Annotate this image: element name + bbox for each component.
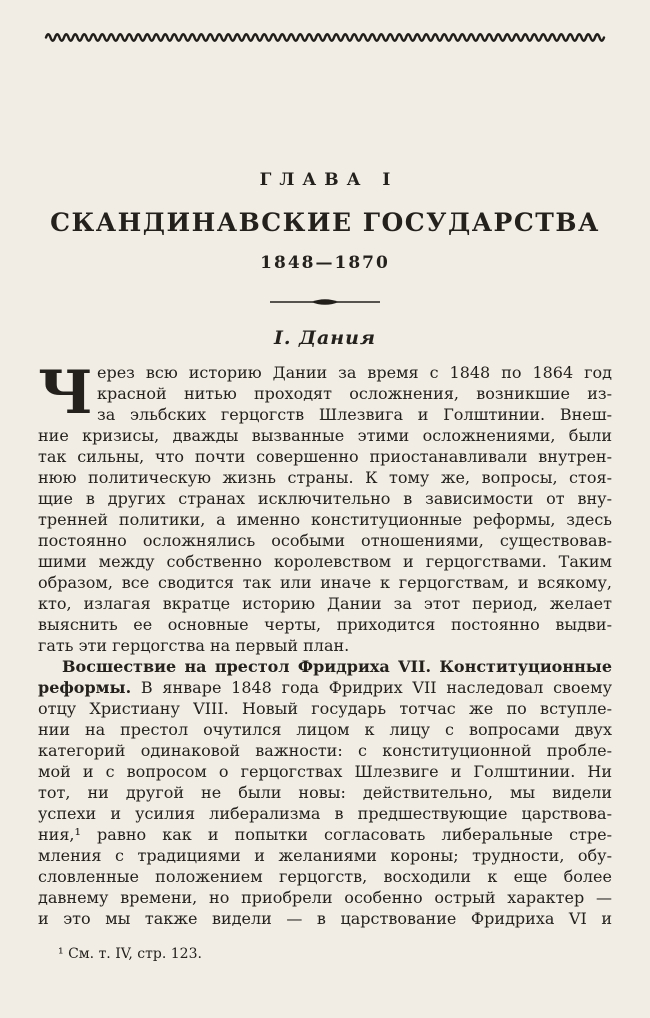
text-line: ние кризисы, дважды вызванные этими осложнениями, были — [38, 426, 612, 445]
text-line: кто, излагая вкратце историю Дании за этот период, желает — [38, 594, 612, 613]
text-line: категорий одинаковой важности: с конституционной пробле- — [38, 741, 612, 760]
text-line: и это мы также видели — в царствование Фридриха VI и — [38, 909, 612, 928]
section-heading: I. Дания — [273, 327, 377, 349]
body-text — [38, 358, 612, 929]
text-line: постоянно осложнялись особыми отношениями, существовав- — [38, 531, 612, 550]
text-line: ерез всю историю Дании за время с 1848 по 1864 год — [97, 363, 612, 382]
paragraph-2 — [38, 656, 612, 929]
footnote: ¹ См. т. IV, стр. 123. — [58, 946, 202, 962]
text-line: нюю политическую жизнь страны. К тому же, вопросы, стоя- — [38, 468, 612, 487]
text-line: щие в других странах исключительно в зависимости от вну- — [38, 489, 612, 508]
squiggle-border-icon — [44, 30, 606, 45]
text-line: за эльбских герцогств Шлезвига и Голштинии. Внеш- — [97, 405, 612, 424]
top-ornament — [38, 30, 612, 46]
text-line: нии на престол очутился лицом к лицу с вопросами двух — [38, 720, 612, 739]
text-line: отцу Христиану VIII. Новый государь тотчас же по вступле- — [38, 699, 612, 718]
text-line: словленные положением герцогств, восходили к еще более — [38, 867, 612, 886]
text-line: красной нитью проходят осложнения, возникшие из- — [97, 384, 612, 403]
dropcap-letter: Ч — [38, 358, 93, 428]
divider-lens-icon — [270, 296, 380, 308]
text-line: Восшествие на престол Фридриха VII. Конституционные — [62, 657, 612, 676]
text-line: мой и с вопросом о герцогствах Шлезвиге и Голштинии. Ни — [38, 762, 612, 781]
text-line: ния,¹ равно как и попытки согласовать либеральные стре- — [38, 825, 612, 844]
text-line: реформы. В январе 1848 года Фридрих VII наследовал своему — [38, 678, 612, 697]
chapter-years: 1848—1870 — [260, 253, 390, 273]
text-line: тренней политики, а именно конституционные реформы, здесь — [38, 510, 612, 529]
text-line: выяснить ее основные черты, приходится постоянно выдви- — [38, 615, 612, 634]
text-line: давнему времени, но приобрели особенно острый характер — — [38, 888, 612, 907]
text-line: шими между собственно королевством и герцогствами. Таким — [38, 552, 612, 571]
text-line: гать эти герцогства на первый план. — [38, 636, 350, 655]
page-title: СКАНДИНАВСКИЕ ГОСУДАРСТВА — [50, 208, 600, 237]
text-line: так сильны, что почти совершенно приостанавливали внутрен- — [38, 447, 612, 466]
text-line: мления с традициями и желаниями короны; трудности, обу- — [38, 846, 612, 865]
paragraph-1 — [38, 358, 612, 656]
text-line: образом, все сводится так или иначе к герцогствам, и всякому, — [38, 573, 612, 592]
text-line: тот, ни другой не были новы: действительно, мы видели — [38, 783, 612, 802]
section-divider — [38, 293, 612, 305]
chapter-label: ГЛАВА I — [259, 170, 399, 190]
text-line: успехи и усилия либерализма в предшествующие царствова- — [38, 804, 612, 823]
